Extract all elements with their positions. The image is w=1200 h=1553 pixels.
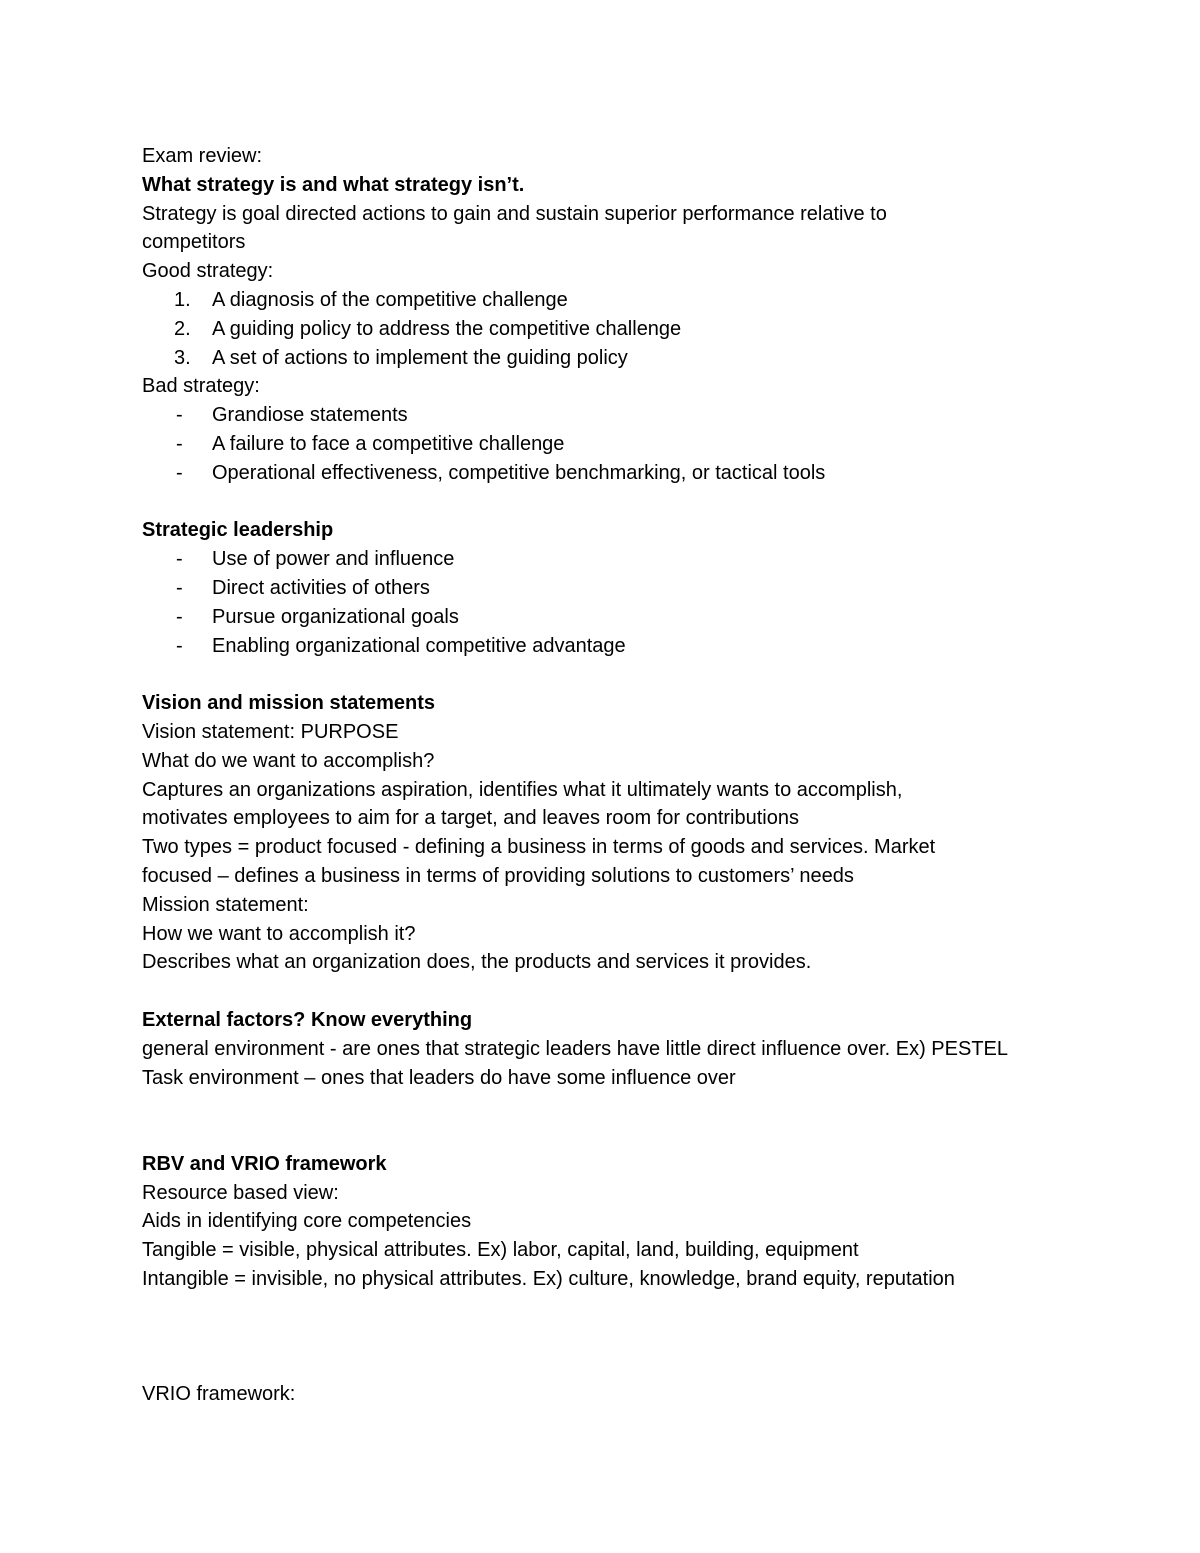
section-heading-strategy: What strategy is and what strategy isn’t. (142, 173, 525, 196)
dash-bullet: - (176, 576, 183, 599)
bad-strategy-label: Bad strategy: (142, 375, 260, 398)
list-number: 3. (174, 346, 191, 369)
spacer (142, 977, 1102, 1006)
leadership-item (142, 574, 1102, 603)
list-item-text: Use of power and influence (212, 548, 455, 571)
paragraph-line: Two types = product focused - defining a business in terms of goods and services. Market (142, 836, 936, 859)
paragraph-line: general environment - are ones that strategic leaders have little direct influence over. Ex) PESTEL (142, 1037, 1009, 1060)
paragraph-line: Describes what an organization does, the products and services it provides. (142, 951, 812, 974)
paragraph-line: Aids in identifying core competencies (142, 1210, 472, 1233)
leadership-item (142, 603, 1102, 632)
document-page (142, 142, 1102, 1409)
list-item-text: Direct activities of others (212, 576, 430, 599)
dash-bullet: - (176, 461, 183, 484)
paragraph-line: Resource based view: (142, 1181, 339, 1204)
paragraph-line: Task environment – ones that leaders do have some influence over (142, 1066, 736, 1089)
paragraph-line: Mission statement: (142, 893, 309, 916)
paragraph-line: Vision statement: PURPOSE (142, 720, 399, 743)
list-item-text: A guiding policy to address the competitive challenge (212, 317, 682, 340)
spacer (142, 1294, 1102, 1380)
strategy-definition-line-1: Strategy is goal directed actions to gain and sustain superior performance relative to (142, 202, 887, 225)
list-item-text: Operational effectiveness, competitive benchmarking, or tactical tools (212, 461, 826, 484)
dash-bullet: - (176, 548, 183, 571)
paragraph-line: Tangible = visible, physical attributes. Ex) labor, capital, land, building, equipment (142, 1239, 859, 1262)
good-strategy-item (142, 315, 1102, 344)
paragraph-line: focused – defines a business in terms of providing solutions to customers’ needs (142, 864, 854, 887)
section-heading-vision-mission: Vision and mission statements (142, 692, 436, 715)
spacer (142, 660, 1102, 689)
leadership-item (142, 545, 1102, 574)
paragraph-line: What do we want to accomplish? (142, 749, 435, 772)
list-item-text: A diagnosis of the competitive challenge (212, 288, 568, 311)
vrio-framework-label: VRIO framework: (142, 1383, 296, 1406)
dash-bullet: - (176, 432, 183, 455)
document-title: Exam review: (142, 145, 263, 167)
good-strategy-item (142, 286, 1102, 315)
paragraph-line: motivates employees to aim for a target, and leaves room for contributions (142, 807, 799, 830)
list-item-text: Grandiose statements (212, 404, 408, 427)
section-heading-leadership: Strategic leadership (142, 519, 334, 542)
list-item-text: A set of actions to implement the guiding policy (212, 346, 628, 369)
bad-strategy-item (142, 430, 1102, 459)
list-number: 1. (174, 288, 191, 311)
leadership-item (142, 632, 1102, 661)
dash-bullet: - (176, 634, 183, 657)
good-strategy-item (142, 344, 1102, 373)
list-number: 2. (174, 317, 191, 340)
list-item-text: Enabling organizational competitive advantage (212, 634, 626, 657)
dash-bullet: - (176, 404, 183, 427)
list-item-text: Pursue organizational goals (212, 605, 459, 628)
section-heading-external-factors: External factors? Know everything (142, 1008, 473, 1031)
section-heading-rbv-vrio: RBV and VRIO framework (142, 1152, 387, 1175)
good-strategy-label: Good strategy: (142, 260, 274, 283)
bad-strategy-item (142, 401, 1102, 430)
paragraph-line: Intangible = invisible, no physical attributes. Ex) culture, knowledge, brand equity, reputation (142, 1268, 955, 1291)
paragraph-line: How we want to accomplish it? (142, 922, 416, 945)
dash-bullet: - (176, 605, 183, 628)
spacer (142, 488, 1102, 517)
paragraph-line: Captures an organizations aspiration, identifies what it ultimately wants to accomplish, (142, 778, 903, 801)
bad-strategy-item (142, 459, 1102, 488)
strategy-definition-line-2: competitors (142, 231, 246, 254)
spacer (142, 1092, 1102, 1150)
list-item-text: A failure to face a competitive challenge (212, 432, 565, 455)
